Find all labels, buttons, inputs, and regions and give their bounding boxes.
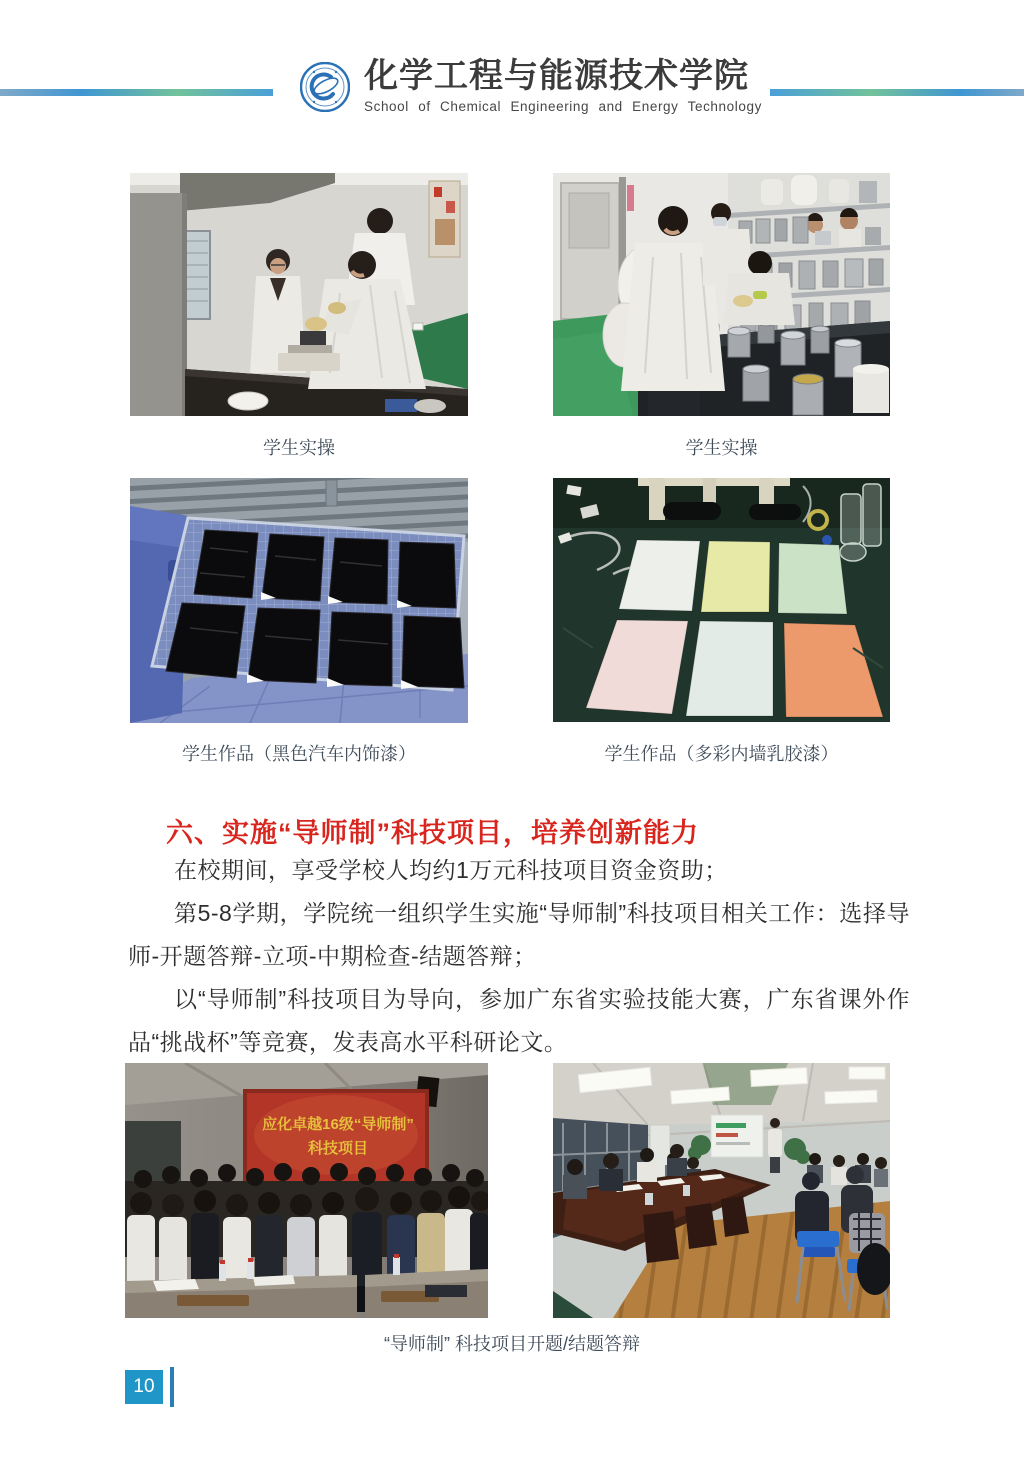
section-body xyxy=(128,849,910,1064)
photo-students-lab-weighing xyxy=(130,173,468,416)
paragraph-process: 第5-8学期，学院统一组织学生实施“导师制”科技项目相关工作：选择导师-开题答辩-立项-中期检查-结题答辩； xyxy=(128,900,910,969)
school-name-en: School of Chemical Engineering and Energy Technology xyxy=(364,99,762,114)
page-number-badge: 10 xyxy=(125,1370,163,1404)
header-divider-left xyxy=(0,89,273,96)
header-titles xyxy=(364,56,762,114)
school-name-cn: 化学工程与能源技术学院 xyxy=(364,57,749,95)
photo-group-defense xyxy=(125,1063,488,1318)
photo-caption: 学生作品（多彩内墙乳胶漆） xyxy=(604,744,839,764)
photo-meeting-room-defense xyxy=(553,1063,890,1318)
screen-title-line1: 应化卓越16级“导师制” xyxy=(262,1116,414,1133)
photo-caption: 学生作品（黑色汽车内饰漆） xyxy=(182,744,416,764)
section-heading: 六、实施“导师制”科技项目，培养创新能力 xyxy=(166,818,699,848)
paragraph-funding: 在校期间，享受学校人均约1万元科技项目资金资助； xyxy=(174,857,728,883)
photo-students-paint-lab xyxy=(553,173,890,416)
photo-color-paint-panels xyxy=(553,478,890,722)
page-number-divider xyxy=(170,1367,174,1407)
school-logo-icon xyxy=(300,62,350,112)
photo-caption-bottom: “导师制” 科技项目开题/结题答辩 xyxy=(384,1334,640,1354)
page-header xyxy=(300,56,762,114)
photo-caption: 学生实操 xyxy=(263,438,335,458)
photo-caption: 学生实操 xyxy=(685,438,758,458)
screen-title-line2: 科技项目 xyxy=(307,1140,369,1157)
paragraph-competitions: 以“导师制”科技项目为导向，参加广东省实验技能大赛，广东省课外作品“挑战杯”等竞赛，发表高水平科研论文。 xyxy=(128,986,910,1055)
photo-black-paint-panels xyxy=(130,478,468,723)
header-divider-right xyxy=(770,89,1024,96)
